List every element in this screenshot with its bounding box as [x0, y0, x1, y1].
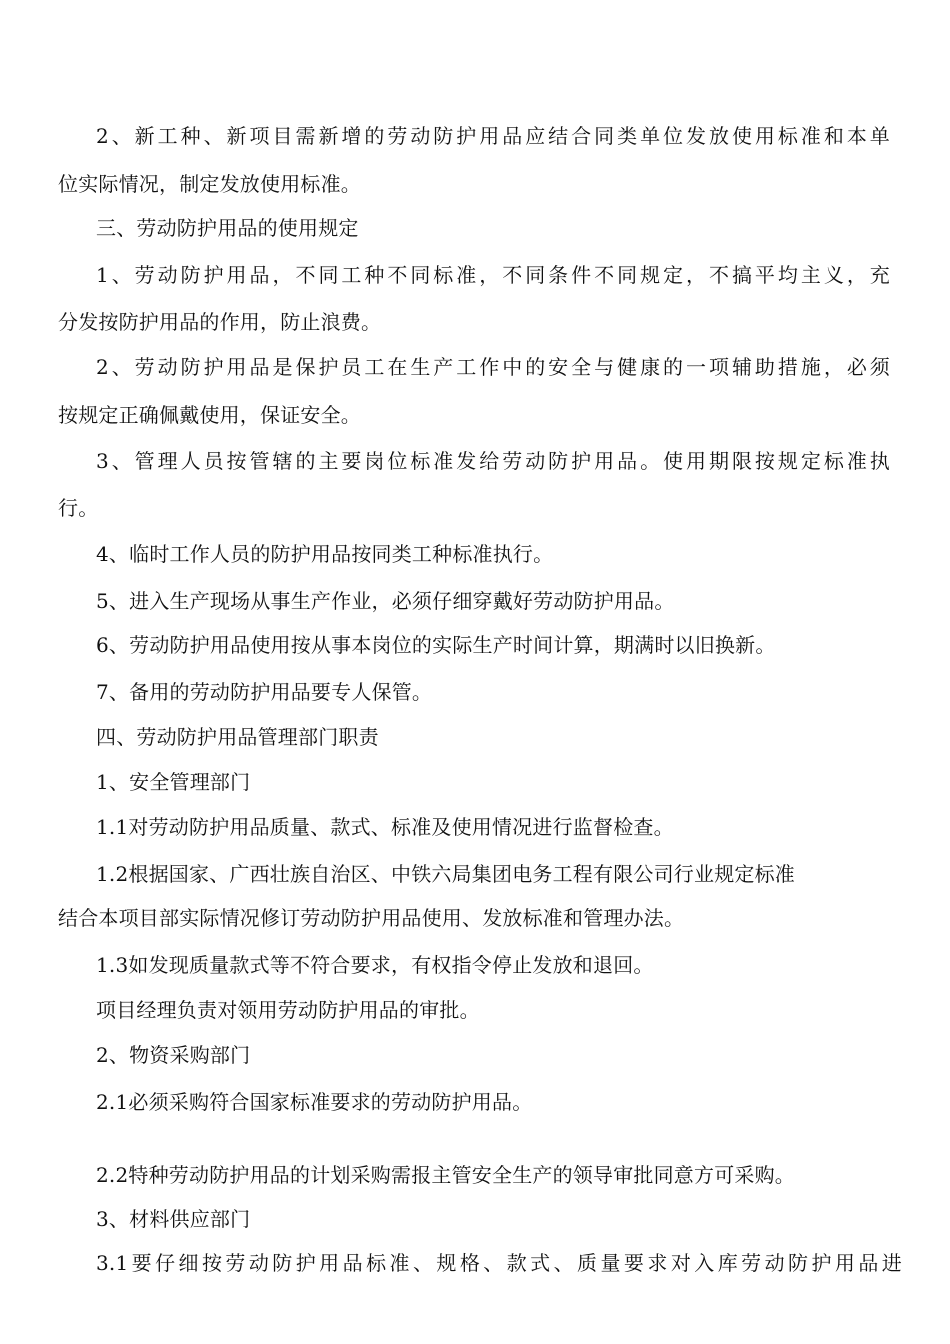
paragraph-line: 位实际情况，制定发放使用标准。	[58, 172, 361, 196]
paragraph-line: 3、管理人员按管辖的主要岗位标准发给劳动防护用品。使用期限按规定标准执	[96, 449, 890, 473]
paragraph-line: 按规定正确佩戴使用，保证安全。	[58, 403, 361, 427]
paragraph-line: 1.3如发现质量款式等不符合要求，有权指令停止发放和退回。	[96, 953, 654, 977]
paragraph-line: 5、进入生产现场从事生产作业，必须仔细穿戴好劳动防护用品。	[96, 589, 675, 613]
paragraph-line: 6、劳动防护用品使用按从事本岗位的实际生产时间计算，期满时以旧换新。	[96, 633, 776, 657]
paragraph-line: 2.2特种劳动防护用品的计划采购需报主管安全生产的领导审批同意方可采购。	[96, 1163, 796, 1187]
paragraph-line: 2、新工种、新项目需新增的劳动防护用品应结合同类单位发放使用标准和本单	[96, 124, 890, 148]
paragraph-line: 2.1必须采购符合国家标准要求的劳动防护用品。	[96, 1090, 533, 1114]
paragraph-line: 2、劳动防护用品是保护员工在生产工作中的安全与健康的一项辅助措施，必须	[96, 355, 890, 379]
subsection-heading: 2、物资采购部门	[96, 1043, 251, 1067]
section-heading: 四、劳动防护用品管理部门职责	[96, 725, 379, 749]
paragraph-line: 1.1对劳动防护用品质量、款式、标准及使用情况进行监督检查。	[96, 815, 674, 839]
section-heading: 三、劳动防护用品的使用规定	[96, 216, 359, 240]
paragraph-line: 结合本项目部实际情况修订劳动防护用品使用、发放标准和管理办法。	[58, 906, 685, 930]
paragraph-line: 1、劳动防护用品，不同工种不同标准，不同条件不同规定，不搞平均主义，充	[96, 263, 890, 287]
paragraph-line: 1.2根据国家、广西壮族自治区、中铁六局集团电务工程有限公司行业规定标准	[96, 862, 796, 886]
paragraph-line: 4、临时工作人员的防护用品按同类工种标准执行。	[96, 542, 554, 566]
paragraph-line: 3.1要仔细按劳动防护用品标准、规格、款式、质量要求对入库劳动防护用品进	[96, 1251, 902, 1275]
paragraph-line: 行。	[58, 496, 99, 520]
subsection-heading: 3、材料供应部门	[96, 1207, 251, 1231]
subsection-heading: 1、安全管理部门	[96, 770, 251, 794]
paragraph-line: 7、备用的劳动防护用品要专人保管。	[96, 680, 433, 704]
paragraph-line: 项目经理负责对领用劳动防护用品的审批。	[96, 998, 480, 1022]
paragraph-line: 分发按防护用品的作用，防止浪费。	[58, 310, 382, 334]
